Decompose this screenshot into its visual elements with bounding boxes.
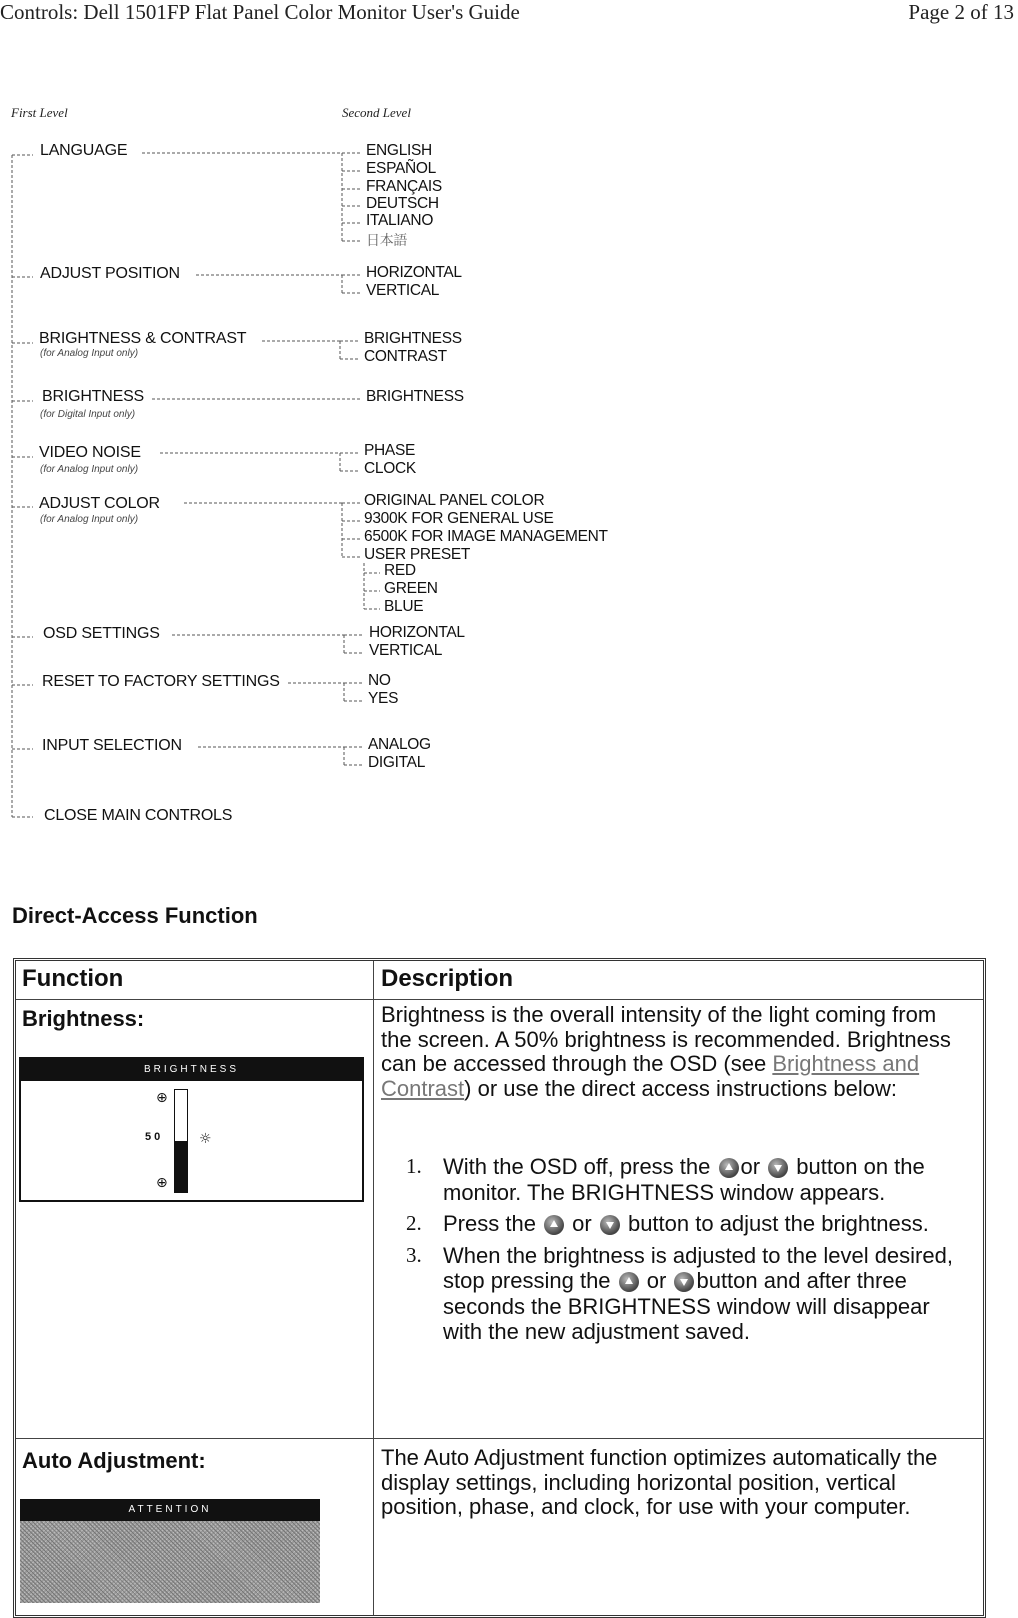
- second-level-heading: Second Level: [342, 105, 411, 120]
- submenu-item: VERTICAL: [369, 642, 443, 659]
- page-number: Page 2 of 13: [908, 0, 1014, 24]
- osd-menu-tree: [0, 95, 1018, 855]
- row-divider: [16, 1438, 983, 1439]
- table-header-function: Function: [22, 965, 124, 992]
- submenu-item: ENGLISH: [366, 142, 432, 159]
- up-button-icon: [719, 1158, 739, 1178]
- down-button-icon: [600, 1215, 620, 1235]
- attention-osd-window: [20, 1499, 320, 1603]
- menu-input-selection: INPUT SELECTION: [42, 737, 182, 754]
- step-text: button and after three seconds the BRIGHTNESS window will disappear with the new adjustment saved.: [443, 1268, 930, 1344]
- list-item: [406, 1242, 973, 1345]
- step-number: 2.: [406, 1211, 422, 1235]
- submenu-item: BRIGHTNESS: [366, 388, 464, 405]
- sun-icon: ☼: [199, 1131, 212, 1147]
- down-button-icon: [674, 1272, 694, 1292]
- step-text: When the brightness is adjusted to the level desired, stop pressing the: [443, 1242, 953, 1293]
- submenu-item: ESPAÑOL: [366, 160, 436, 177]
- submenu-item: BRIGHTNESS: [364, 330, 462, 347]
- step-text: Press the: [443, 1211, 543, 1236]
- header-row-divider: [16, 999, 983, 1000]
- brightness-steps-list: [406, 1154, 973, 1351]
- step-text: button to adjust the brightness.: [621, 1211, 929, 1236]
- menu-close-main-controls: CLOSE MAIN CONTROLS: [44, 807, 233, 824]
- row-auto-adjustment-function: Auto Adjustment:: [22, 1448, 206, 1473]
- row-auto-adjustment-description: The Auto Adjustment function optimizes automatically the display settings, including horizontal position, vertical position, phase, and clock, for use with your computer.: [381, 1445, 938, 1519]
- submenu-item: 9300K FOR GENERAL USE: [364, 510, 554, 527]
- brightness-osd-window: [19, 1057, 364, 1202]
- submenu-item: HORIZONTAL: [366, 264, 462, 281]
- list-item: [406, 1154, 973, 1205]
- submenu-item: CLOCK: [364, 460, 416, 477]
- column-divider: [373, 961, 374, 1615]
- osd-brightness-value: 50: [145, 1131, 164, 1143]
- list-item: [406, 1211, 973, 1237]
- submenu-item: ORIGINAL PANEL COLOR: [364, 492, 545, 509]
- table-header-description: Description: [381, 965, 514, 992]
- step-text: With the OSD off, press the: [443, 1154, 717, 1179]
- submenu-item: ITALIANO: [366, 212, 434, 229]
- row-brightness-function: Brightness:: [22, 1006, 145, 1031]
- submenu-item: 日本語: [366, 232, 408, 248]
- submenu-item: DIGITAL: [368, 754, 426, 771]
- menu-brightness: BRIGHTNESS: [42, 388, 145, 405]
- menu-osd-settings: OSD SETTINGS: [43, 625, 160, 642]
- submenu-item: HORIZONTAL: [369, 624, 465, 641]
- submenu-subitem: BLUE: [384, 598, 424, 615]
- down-arrow-icon: ⊕: [156, 1175, 168, 1191]
- description-text: ) or use the direct access instructions below:: [464, 1075, 898, 1101]
- menu-reset-factory: RESET TO FACTORY SETTINGS: [42, 673, 280, 690]
- submenu-item: FRANÇAIS: [366, 178, 442, 195]
- submenu-item: 6500K FOR IMAGE MANAGEMENT: [364, 528, 608, 545]
- submenu-item: PHASE: [364, 442, 416, 459]
- step-number: 3.: [406, 1242, 422, 1267]
- brightness-level-fill: [175, 1141, 187, 1192]
- submenu-item: YES: [368, 690, 399, 707]
- step-number: 1.: [406, 1154, 422, 1178]
- submenu-item: USER PRESET: [364, 546, 471, 563]
- menu-language: LANGUAGE: [40, 142, 128, 159]
- submenu-item: ANALOG: [368, 736, 431, 753]
- down-button-icon: [768, 1158, 788, 1178]
- menu-brightness-contrast: BRIGHTNESS & CONTRAST: [39, 330, 247, 347]
- section-title: Direct-Access Function: [12, 903, 258, 928]
- submenu-item: CONTRAST: [364, 348, 447, 365]
- menu-adjust-color-note: (for Analog Input only): [40, 514, 139, 525]
- page-header-title: Controls: Dell 1501FP Flat Panel Color Monitor User's Guide: [0, 0, 520, 24]
- submenu-subitem: GREEN: [384, 580, 438, 597]
- step-text: button on the monitor. The BRIGHTNESS window appears.: [443, 1154, 925, 1205]
- menu-adjust-position: ADJUST POSITION: [40, 265, 180, 282]
- step-text: or: [640, 1268, 673, 1293]
- menu-brightness-contrast-note: (for Analog Input only): [40, 348, 139, 359]
- first-level-heading: First Level: [11, 105, 68, 120]
- menu-video-noise: VIDEO NOISE: [39, 444, 141, 461]
- description-text: Brightness is the overall intensity of the light coming from the screen. A 50% brightness is recommended. Brightness can be accessed through the OSD (see: [381, 1002, 951, 1076]
- brightness-level-bar: [174, 1089, 188, 1193]
- step-text: or: [740, 1154, 767, 1179]
- up-arrow-icon: ⊕: [156, 1090, 168, 1106]
- submenu-item: NO: [368, 672, 391, 689]
- step-text: or: [566, 1211, 598, 1236]
- osd-dither-body: [20, 1521, 320, 1603]
- up-button-icon: [619, 1272, 639, 1292]
- brightness-contrast-link[interactable]: Brightness and Contrast: [381, 1051, 920, 1101]
- menu-video-noise-note: (for Analog Input only): [40, 464, 139, 475]
- menu-adjust-color: ADJUST COLOR: [39, 495, 160, 512]
- row-brightness-description: [381, 1003, 971, 1101]
- menu-brightness-note: (for Digital Input only): [40, 409, 136, 420]
- osd-title-bar: ATTENTION: [20, 1499, 320, 1521]
- submenu-item: DEUTSCH: [366, 195, 439, 212]
- osd-title-bar: BRIGHTNESS: [21, 1059, 362, 1081]
- submenu-subitem: RED: [384, 562, 416, 579]
- up-button-icon: [544, 1215, 564, 1235]
- submenu-item: VERTICAL: [366, 282, 440, 299]
